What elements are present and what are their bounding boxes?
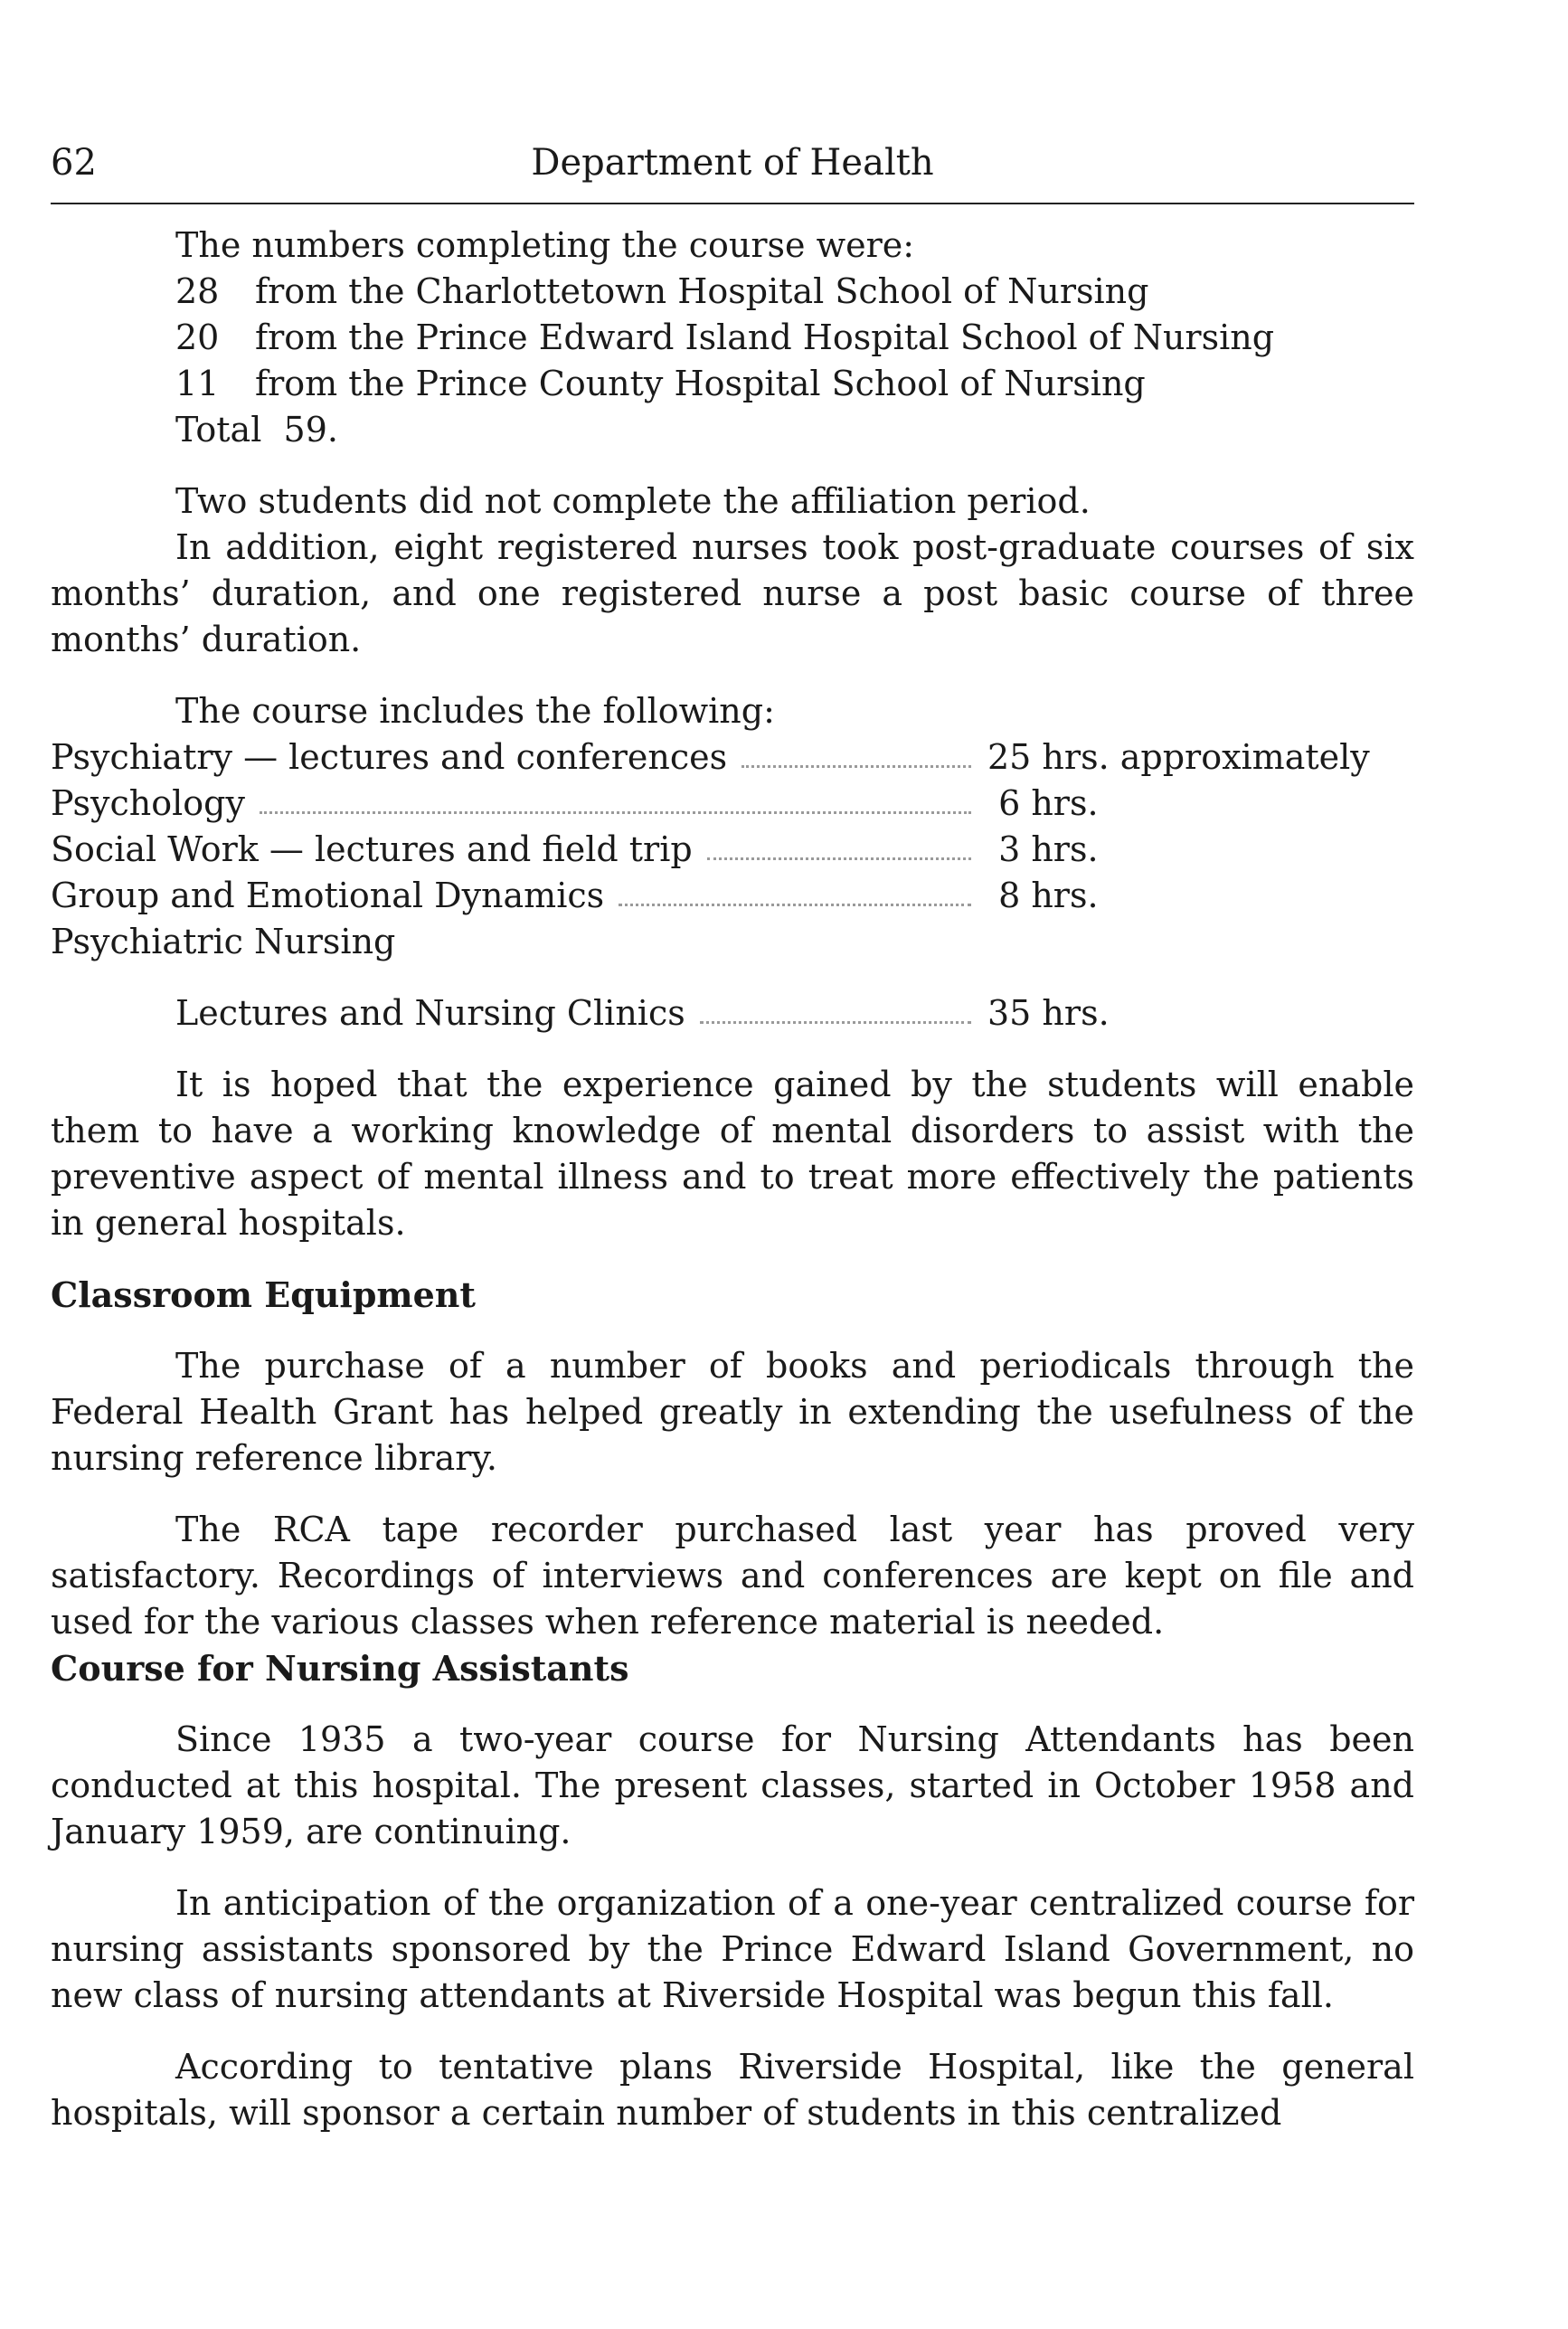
page-number: 62	[51, 142, 97, 184]
dot-leader	[700, 990, 971, 1024]
course-item	[51, 781, 1414, 827]
course-hours: 3 hrs.	[987, 829, 1099, 869]
course-hours: 35 hrs.	[987, 993, 1110, 1033]
dot-leader	[619, 873, 971, 906]
dot-leader	[260, 781, 971, 814]
completion-count: 20	[175, 317, 220, 357]
completion-total: Total 59.	[175, 410, 338, 450]
paragraph: Since 1935 a two-year course for Nursing Attendants has been conducted at this hospital. The present classes, started in October 1958 and January 1959, are continuing.	[51, 1719, 1414, 1851]
course-label: Group and Emotional Dynamics	[51, 876, 605, 915]
completion-school: from the Prince Edward Island Hospital School of Nursing	[255, 317, 1275, 357]
dot-leader	[741, 734, 971, 768]
course-list	[51, 734, 1414, 1037]
section-heading-classroom: Classroom Equipment	[51, 1274, 476, 1315]
course-label: Psychiatry — lectures and conferences	[51, 737, 728, 777]
paragraph: The RCA tape recorder purchased last year has proved very satisfactory. Recordings of interviews and conferences are kept on file and used for the various classes when reference material is needed.	[51, 1510, 1414, 1642]
course-item	[51, 873, 1414, 919]
paragraph: Two students did not complete the affiliation period.	[175, 481, 1091, 521]
course-subheading	[51, 919, 1414, 965]
section-heading-assistants: Course for Nursing Assistants	[51, 1648, 629, 1689]
paragraph: It is hoped that the experience gained by the students will enable them to have a working knowledge of mental disorders to assist with the preventive aspect of mental illness and to treat more effectively the patients in general hospitals.	[51, 1065, 1414, 1243]
completion-row	[175, 269, 1414, 315]
document-page	[51, 136, 1414, 2136]
course-label: Lectures and Nursing Clinics	[175, 993, 685, 1033]
completion-count: 11	[175, 364, 220, 403]
body	[51, 222, 1414, 2136]
completion-school: from the Charlottetown Hospital School of Nursing	[255, 271, 1149, 311]
completion-intro: The numbers completing the course were:	[175, 225, 915, 265]
course-label: Social Work — lectures and field trip	[51, 829, 693, 869]
completion-count: 28	[175, 271, 220, 311]
completion-row	[175, 315, 1414, 361]
completion-list	[51, 222, 1414, 453]
running-header	[51, 136, 1414, 204]
psychiatric-nursing-label: Psychiatric Nursing	[51, 922, 396, 961]
course-item	[51, 734, 1414, 781]
running-title: Department of Health	[531, 142, 934, 184]
course-hours: 6 hrs.	[987, 783, 1099, 823]
paragraph: In anticipation of the organization of a one-year centralized course for nursing assistants sponsored by the Prince Edward Island Government, no new class of nursing attendants at Riverside Hospital was begun this fall.	[51, 1883, 1414, 2015]
course-hours: 8 hrs.	[987, 876, 1099, 915]
paragraph: According to tentative plans Riverside Hospital, like the general hospitals, will sponsor a certain number of students in this centralized	[51, 2047, 1414, 2133]
completion-school: from the Prince County Hospital School of Nursing	[255, 364, 1146, 403]
dot-leader	[707, 827, 971, 860]
paragraph: The purchase of a number of books and periodicals through the Federal Health Grant has helped greatly in extending the usefulness of the nursing reference library.	[51, 1346, 1414, 1478]
course-item	[51, 990, 1414, 1037]
completion-row	[175, 361, 1414, 407]
course-hours: 25 hrs. approximately	[987, 737, 1370, 777]
course-label: Psychology	[51, 783, 245, 823]
paragraph: In addition, eight registered nurses took post-graduate courses of six months’ duration, and one registered nurse a post basic course of three months’ duration.	[51, 527, 1414, 659]
course-intro: The course includes the following:	[175, 691, 775, 731]
course-item	[51, 827, 1414, 873]
